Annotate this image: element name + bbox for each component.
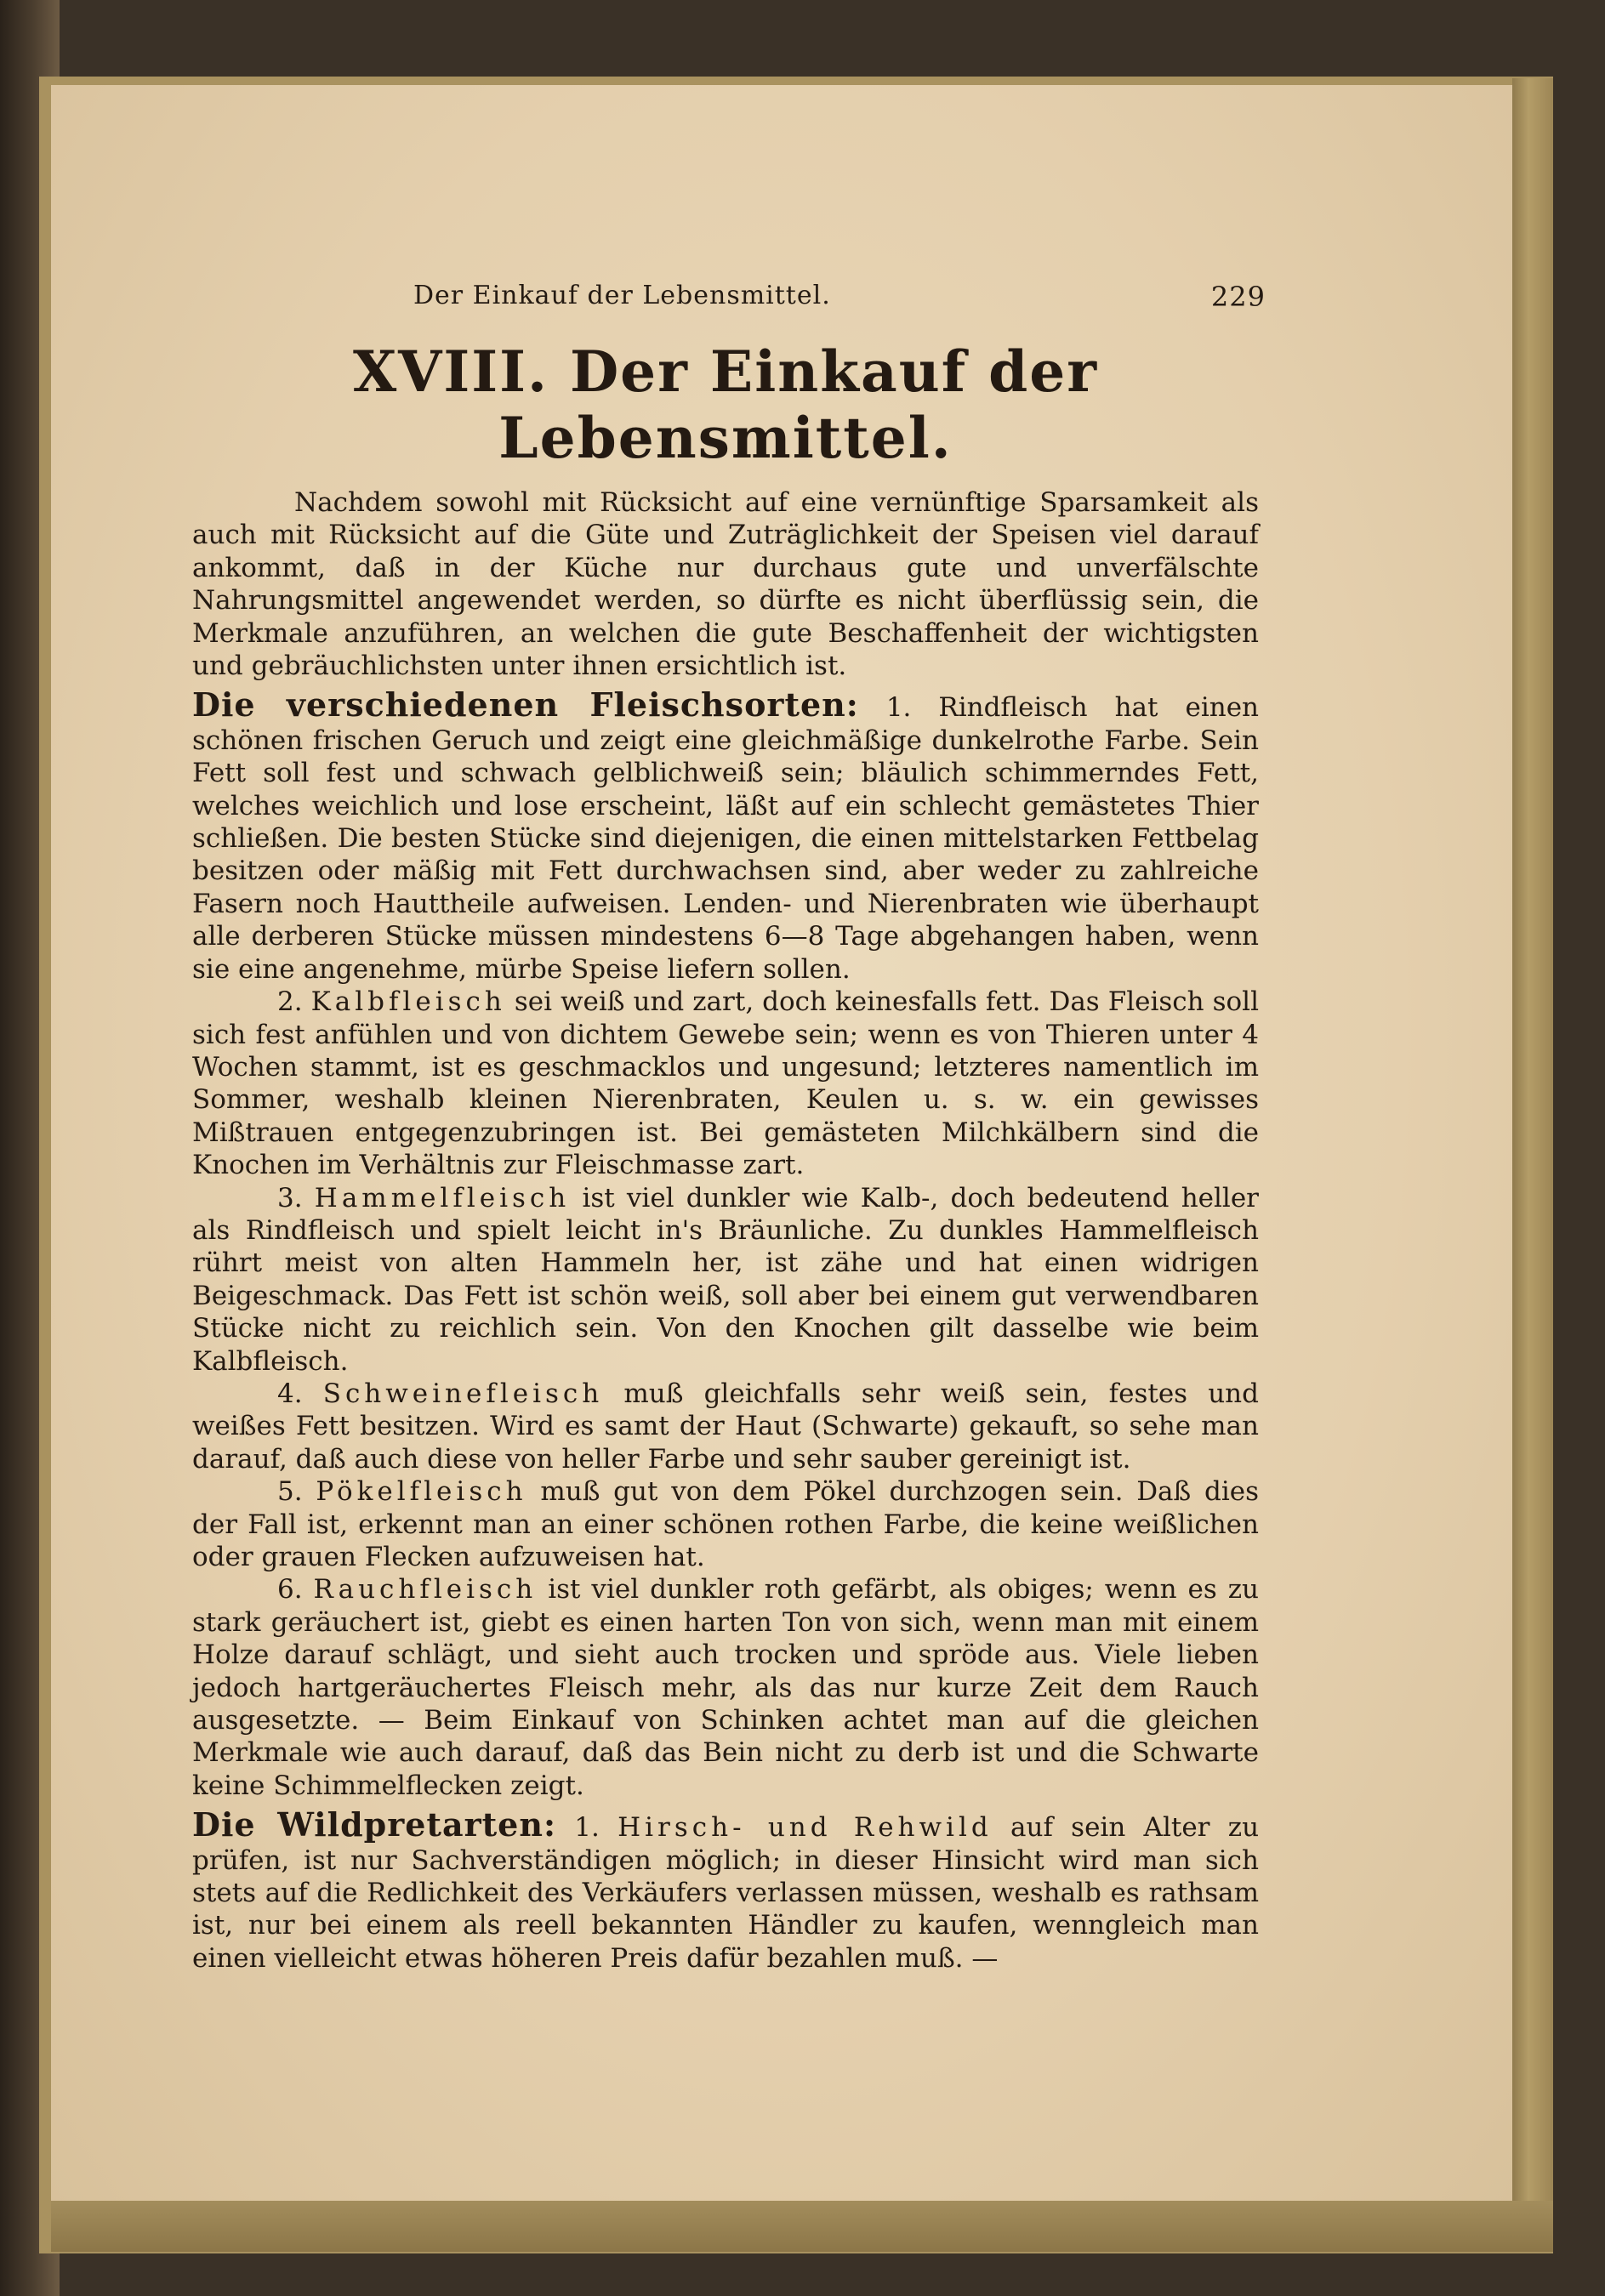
game-section-heading: Die Wildpretarten: — [192, 1805, 556, 1844]
meat-item-1-label: 1. Rindfleisch — [885, 692, 1088, 724]
meat-item-5-label: Pökelfleisch — [316, 1476, 527, 1508]
meat-item-1 — [192, 685, 1260, 986]
game-item-1-text: auf sein Alter zu prüfen, ist nur Sachverständigen möglich; in dieser Hinsicht wird man sich stets auf die Redlichkeit des Verkäufers verlassen müssen, weshalb es rathsam ist, nur bei einem als reell bekannten Händler zu kaufen, wenngleich man einen vielleicht etwas höheren Preis dafür bezahlen muß. — — [192, 1812, 1260, 1974]
meat-item-3 — [192, 1182, 1259, 1378]
meat-item-6-text: ist viel dunkler roth gefärbt, als obiges; wenn es zu stark geräuchert ist, giebt es einen harten Ton von sich, wenn man mit einem Holze darauf schlägt, und sieht auch trocken und spröde aus. Viele lieben jedoch hartgeräuchertes Fleisch mehr, als das nur kurze Zeit dem Rauch ausgesetzte. — Beim Einkauf von Schinken achtet man auf die gleichen Merkmale wie auch darauf, daß das Bein nicht zu derb ist und die Schwarte keine Schimmelflecken zeigt. — [192, 1574, 1259, 1801]
meat-item-5-text: muß gut von dem Pökel durchzogen sein. Daß dies der Fall ist, erkennt man an einer schönen rothen Farbe, die keine weißlichen oder grauen Flecken aufzuweisen hat. — [192, 1476, 1260, 1572]
page-number: 229 — [1210, 281, 1266, 313]
game-item-1 — [192, 1805, 1260, 1975]
meat-section-heading: Die verschiedenen Fleischsorten: — [192, 685, 859, 725]
meat-item-5-num: 5. — [277, 1476, 303, 1508]
meat-item-3-label: Hammelfleisch — [314, 1182, 571, 1213]
meat-item-6-label: Rauchfleisch — [313, 1574, 538, 1605]
meat-item-2-text: sei weiß und zart, doch keinesfalls fett. Das Fleisch soll sich fest anfühlen und von dichtem Gewebe sein; wenn es von Thieren unter 4 Wochen stammt, ist es geschmacklos und ungesund; letzteres namentlich im Sommer, weshalb kleinen Nierenbraten, Keulen u. s. w. ein gewisses Mißtrauen entgegenzubringen ist. Bei gemästeten Milchkälbern sind die Knochen im Verhältnis zur Fleischmasse zart. — [192, 986, 1259, 1181]
game-item-1-num: 1. — [574, 1812, 600, 1844]
meat-item-6 — [192, 1573, 1259, 1802]
meat-item-1-text: hat einen schönen frischen Geruch und zeigt eine gleichmäßige dunkelrothe Farbe. Sein Fett soll fest und schwach gelblichweiß sein; bläulich schimmerndes Fett, welches weichlich und lose erscheint, läßt auf ein schlecht gemästetes Thier schließen. Die besten Stücke sind diejenigen, die einen mittelstarken Fettbelag besitzen oder mäßig mit Fett durchwachsen sind, aber weder zu zahlreiche Fasern noch Hauttheile aufweisen. Lenden- und Nierenbraten wie überhaupt alle derberen Stücke müssen mindestens 6—8 Tage abgehangen haben, wenn sie eine angenehme, mürbe Speise liefern sollen. — [192, 692, 1260, 985]
meat-item-4-label: Schweinefleisch — [322, 1378, 604, 1409]
meat-item-6-num: 6. — [277, 1574, 303, 1605]
running-head — [192, 272, 1266, 323]
page-bottom-edge — [51, 2201, 1553, 2252]
page-right-edge — [1512, 78, 1553, 2252]
meat-item-4-text: muß gleichfalls sehr weiß sein, festes und weißes Fett besitzen. Wird es samt der Haut (Schwarte) gekauft, so sehe man darauf, daß auch diese von heller Farbe und sehr sauber gereinigt ist. — [192, 1378, 1259, 1475]
meat-item-4 — [192, 1378, 1259, 1475]
game-item-1-label: Hirsch- und Rehwild — [618, 1812, 993, 1844]
meat-item-3-text: ist viel dunkler wie Kalb-, doch bedeutend heller als Rindfleisch und spielt leicht in's Bräunliche. Zu dunkles Hammelfleisch rührt meist von alten Hammeln her, ist zähe und hat einen widrigen Beigeschmack. Das Fett ist schön weiß, soll aber bei einem gut verwendbaren Stücke nicht zu reichlich sein. Von den Knochen gilt dasselbe wie beim Kalbfleisch. — [192, 1182, 1260, 1377]
intro-paragraph: Nachdem sowohl mit Rücksicht auf eine vernünftige Sparsamkeit als auch mit Rücksicht auf die Güte und Zuträglichkeit der Speisen viel darauf ankommt, daß in der Küche nur durchaus gute und unverfälschte Nahrungsmittel angewendet werden, so dürfte es nicht überflüssig sein, die Merkmale anzuführen, an welchen die gute Beschaffenheit der wichtigsten und gebräuchlichsten unter ihnen ersichtlich ist. — [192, 487, 1259, 682]
chapter-title: XVIII. Der Einkauf der Lebensmittel. — [352, 338, 1099, 471]
page-content — [192, 272, 1266, 1975]
meat-item-4-num: 4. — [277, 1378, 303, 1409]
meat-item-2 — [192, 986, 1259, 1181]
meat-item-5 — [192, 1475, 1259, 1573]
meat-item-2-label: Kalbfleisch — [310, 986, 506, 1018]
running-head-title: Der Einkauf der Lebensmittel. — [413, 281, 831, 310]
meat-item-2-num: 2. — [277, 986, 303, 1018]
meat-item-3-num: 3. — [277, 1182, 303, 1213]
